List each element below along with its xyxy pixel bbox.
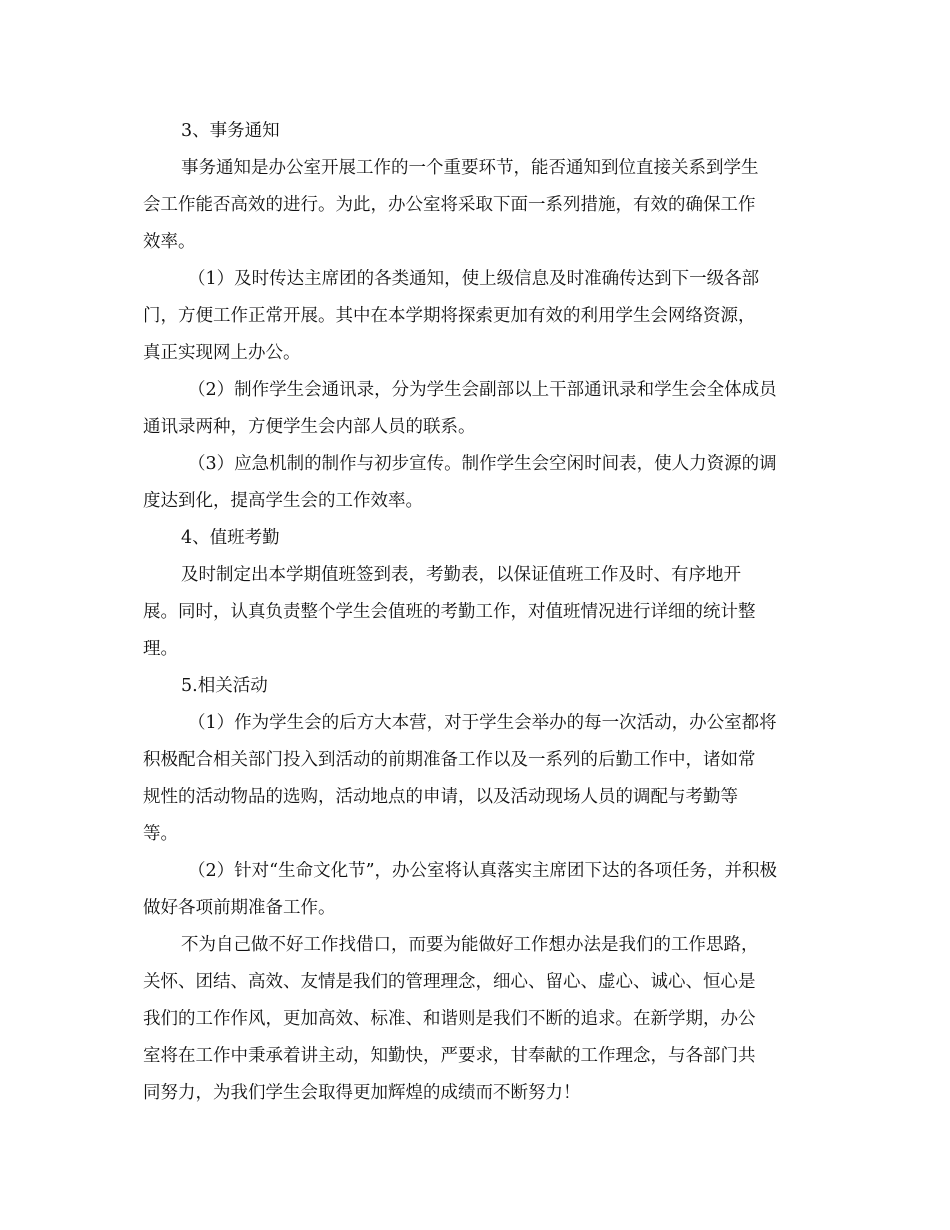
paragraph-line: 及时制定出本学期值班签到表，考勤表，以保证值班工作及时、有序地开 [181,565,741,585]
list-item-line: （3）应急机制的制作与初步宣传。制作学生会空闲时间表，使人力资源的调 [188,454,777,474]
list-item-line: （1）及时传达主席团的各类通知，使上级信息及时准确传达到下一级各部 [188,269,760,289]
paragraph-line: 真正实现网上办公。 [143,343,301,363]
paragraph-line: 理。 [143,639,178,659]
paragraph-line: 门，方便工作正常开展。其中在本学期将探索更加有效的利用学生会网络资源， [143,306,756,326]
paragraph-line: 展。同时，认真负责整个学生会值班的考勤工作，对值班情况进行详细的统计整 [143,602,756,622]
paragraph-line: 积极配合相关部门投入到活动的前期准备工作以及一系列的后勤工作中，诸如常 [143,750,756,770]
paragraph-line: 等。 [143,824,178,844]
section-heading-notice: 3、事务通知 [181,121,280,141]
document-body [143,113,808,1112]
section-heading-duty: 4、值班考勤 [181,528,280,548]
list-item-line: （2）针对“生命文化节”，办公室将认真落实主席团下达的各项任务，并积极 [188,861,778,881]
paragraph-line: 效率。 [143,232,196,252]
paragraph-line: 我们的工作作风，更加高效、标准、和谐则是我们不断的追求。在新学期，办公 [143,1009,756,1029]
paragraph-line: 会工作能否高效的进行。为此，办公室将采取下面一系列措施，有效的确保工作 [143,195,756,215]
paragraph-line: 事务通知是办公室开展工作的一个重要环节，能否通知到位直接关系到学生 [181,158,759,178]
paragraph-line: 关怀、团结、高效、友情是我们的管理理念，细心、留心、虚心、诚心、恒心是 [143,972,756,992]
list-item-line: （2）制作学生会通讯录，分为学生会副部以上干部通讯录和学生会全体成员 [188,380,777,400]
paragraph-line: 同努力，为我们学生会取得更加辉煌的成绩而不断努力！ [143,1083,581,1103]
paragraph-line: 不为自己做不好工作找借口，而要为能做好工作想办法是我们的工作思路， [181,935,759,955]
paragraph-line: 规性的活动物品的选购，活动地点的申请，以及活动现场人员的调配与考勤等 [143,787,738,807]
paragraph-line: 做好各项前期准备工作。 [143,898,336,918]
paragraph-line: 通讯录两种，方便学生会内部人员的联系。 [143,417,476,437]
paragraph-line: 室将在工作中秉承着讲主动，知勤快，严要求，甘奉献的工作理念，与各部门共 [143,1046,756,1066]
paragraph-line: 度达到化，提高学生会的工作效率。 [143,491,423,511]
section-heading-activities: 5.相关活动 [181,676,268,696]
list-item-line: （1）作为学生会的后方大本营，对于学生会举办的每一次活动，办公室都将 [188,713,777,733]
